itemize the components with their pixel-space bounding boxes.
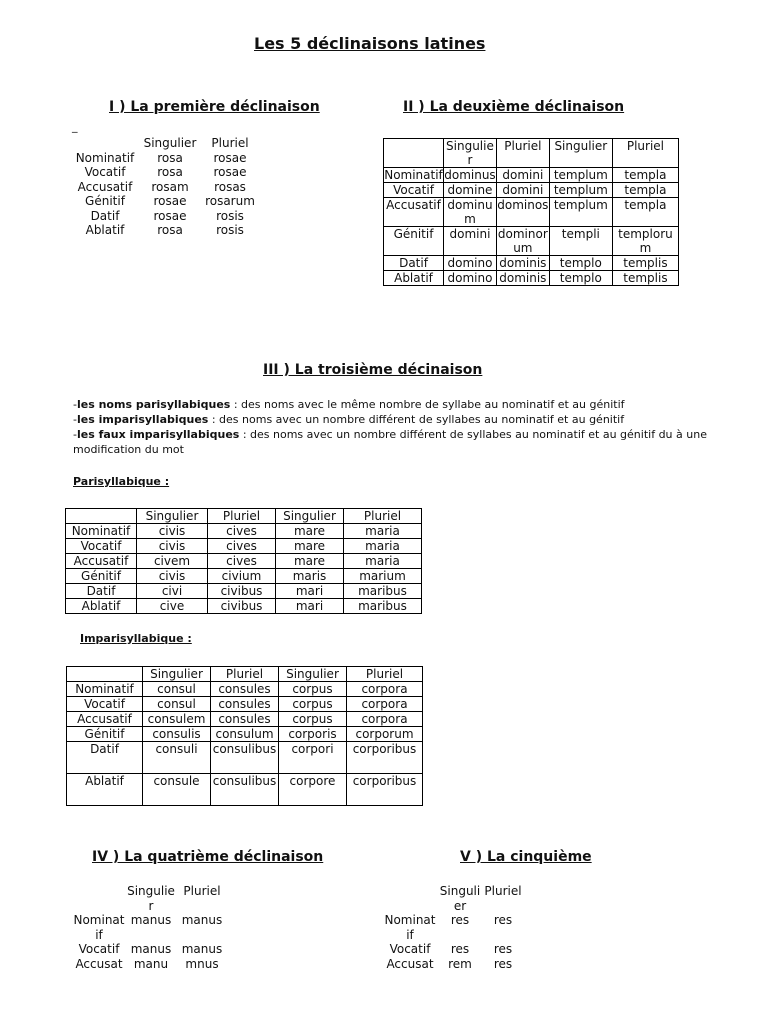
table-cell: Vocatif bbox=[78, 942, 120, 956]
table-cell: corpora bbox=[347, 682, 423, 697]
table-cell: dominum bbox=[444, 198, 497, 227]
table-cell: Ablatif bbox=[67, 774, 143, 806]
table-cell: consulis bbox=[143, 727, 211, 742]
table-row bbox=[67, 727, 423, 742]
table-cell: corporis bbox=[279, 727, 347, 742]
table-cell: domini bbox=[444, 227, 497, 256]
table-cell: Ablatif bbox=[85, 223, 125, 237]
table-cell: consul bbox=[143, 697, 211, 712]
table-row bbox=[66, 599, 422, 614]
imparisyllabique-label: Imparisyllabique : bbox=[80, 632, 192, 645]
table-second-declension bbox=[383, 138, 679, 286]
table-cell: marium bbox=[344, 569, 422, 584]
table-row bbox=[66, 524, 422, 539]
table-cell: mnus bbox=[185, 956, 219, 971]
table-row bbox=[66, 554, 422, 569]
table-cell: templum bbox=[549, 183, 612, 198]
header-cell: Pluriel bbox=[484, 884, 522, 898]
table-row bbox=[383, 913, 523, 942]
table-header-row bbox=[384, 139, 679, 168]
table-cell: Génitif bbox=[66, 569, 137, 584]
table-cell: res bbox=[450, 942, 470, 956]
section-1-marker: _ bbox=[72, 120, 78, 133]
table-cell: civis bbox=[137, 539, 208, 554]
table-cell: corpus bbox=[279, 697, 347, 712]
table-cell: rosae bbox=[153, 208, 187, 223]
table-cell: corporibus bbox=[347, 774, 423, 806]
table-cell: manu bbox=[133, 956, 169, 971]
intro-line bbox=[73, 427, 713, 457]
table-cell: Accusatif bbox=[66, 554, 137, 569]
table-row bbox=[66, 569, 422, 584]
section-4-title: IV ) La quatrième déclinaison bbox=[92, 849, 324, 865]
table-row bbox=[72, 942, 228, 957]
table-row bbox=[67, 682, 423, 697]
table-row bbox=[384, 183, 679, 198]
table-cell: civi bbox=[137, 584, 208, 599]
table-cell: rosae bbox=[213, 150, 247, 165]
table-cell: Datif bbox=[90, 208, 120, 223]
table-cell: rosae bbox=[153, 194, 187, 208]
table-cell: dominis bbox=[496, 271, 549, 286]
term-bold: les imparisyllabiques bbox=[76, 413, 209, 426]
header-cell: Singulier bbox=[439, 884, 481, 913]
table-cell: Vocatif bbox=[66, 539, 137, 554]
section-5-title: V ) La cinquième bbox=[460, 849, 592, 865]
table-cell: corpus bbox=[279, 682, 347, 697]
table-first-declension bbox=[70, 136, 260, 238]
table-cell: Accusatif bbox=[77, 179, 133, 194]
table-row bbox=[67, 712, 423, 727]
table-cell: maria bbox=[344, 554, 422, 569]
table-cell: templa bbox=[612, 198, 678, 227]
table-cell: corpora bbox=[347, 697, 423, 712]
table-cell: consuli bbox=[143, 742, 211, 774]
table-row bbox=[70, 194, 260, 209]
table-cell: Datif bbox=[67, 742, 143, 774]
table-cell: corporibus bbox=[347, 742, 423, 774]
table-row bbox=[70, 165, 260, 180]
table-row bbox=[384, 198, 679, 227]
header-cell bbox=[384, 139, 444, 168]
table-cell: consul bbox=[143, 682, 211, 697]
table-cell: manus bbox=[130, 913, 172, 927]
table-row bbox=[72, 957, 228, 972]
table-cell: domini bbox=[496, 183, 549, 198]
table-cell: cives bbox=[208, 524, 276, 539]
table-cell: mare bbox=[276, 554, 344, 569]
table-cell: maria bbox=[344, 524, 422, 539]
table-row bbox=[67, 697, 423, 712]
table-cell: civem bbox=[137, 554, 208, 569]
term-bold: les noms parisyllabiques bbox=[76, 398, 231, 411]
table-row bbox=[384, 256, 679, 271]
table-cell: Nominatif bbox=[75, 150, 135, 165]
table-cell: templis bbox=[612, 256, 678, 271]
dash: - bbox=[73, 398, 77, 411]
document-title: Les 5 déclinaisons latines bbox=[254, 34, 486, 53]
header-cell: Singulier bbox=[444, 139, 497, 168]
table-cell: corpus bbox=[279, 712, 347, 727]
table-cell: Accusat bbox=[386, 956, 434, 971]
header-cell: Pluriel bbox=[347, 667, 423, 682]
header-cell: Singulier bbox=[137, 509, 208, 524]
table-cell: consulibus bbox=[211, 742, 279, 774]
table-cell: templum bbox=[549, 168, 612, 183]
header-cell: Pluriel bbox=[344, 509, 422, 524]
header-cell bbox=[70, 136, 140, 151]
table-row bbox=[384, 168, 679, 183]
table-cell: Nominatif bbox=[384, 168, 443, 182]
table-row bbox=[70, 223, 260, 238]
table-cell: consules bbox=[211, 697, 279, 712]
table-cell: domine bbox=[444, 183, 497, 198]
table-cell: rosa bbox=[157, 150, 183, 165]
table-cell: Datif bbox=[66, 584, 137, 599]
dash: - bbox=[73, 413, 77, 426]
table-cell: Génitif bbox=[85, 194, 125, 208]
table-cell: consule bbox=[143, 774, 211, 806]
intro-line bbox=[73, 412, 713, 427]
term-definition: : des noms avec un nombre différent de syllabes au nominatif et au génitif bbox=[208, 413, 625, 426]
table-cell: manus bbox=[181, 942, 223, 956]
table-cell: templi bbox=[549, 227, 612, 256]
table-cell: templo bbox=[549, 256, 612, 271]
section-3-intro bbox=[73, 397, 713, 457]
table-cell: domini bbox=[496, 168, 549, 183]
table-cell: Vocatif bbox=[84, 165, 126, 179]
table-header-row bbox=[72, 884, 228, 913]
table-cell: corporum bbox=[347, 727, 423, 742]
header-cell: Singulier bbox=[127, 884, 175, 913]
table-row bbox=[66, 584, 422, 599]
header-cell: Singulier bbox=[276, 509, 344, 524]
table-cell: Accusatif bbox=[384, 198, 444, 227]
table-cell: domino bbox=[444, 256, 497, 271]
table-cell: rosis bbox=[216, 208, 244, 223]
table-cell: res bbox=[493, 956, 513, 971]
table-cell: dominorum bbox=[497, 227, 548, 255]
table-cell: rosis bbox=[216, 223, 244, 237]
table-cell: rosa bbox=[157, 165, 183, 179]
table-cell: mari bbox=[276, 584, 344, 599]
table-row bbox=[383, 957, 523, 972]
table-cell: Nominatif bbox=[73, 913, 125, 942]
table-row bbox=[70, 209, 260, 224]
table-row bbox=[67, 742, 423, 774]
table-cell: Génitif bbox=[384, 227, 444, 256]
dash: - bbox=[73, 428, 77, 441]
table-cell: Génitif bbox=[67, 727, 143, 742]
table-row bbox=[66, 539, 422, 554]
table-cell: cive bbox=[137, 599, 208, 614]
table-cell: corpora bbox=[347, 712, 423, 727]
table-cell: Ablatif bbox=[66, 599, 137, 614]
table-cell: templis bbox=[612, 271, 678, 286]
parisyllabique-label: Parisyllabique : bbox=[73, 475, 170, 488]
table-cell: civis bbox=[137, 524, 208, 539]
header-cell: Pluriel bbox=[612, 139, 678, 168]
table-cell: mare bbox=[276, 539, 344, 554]
table-cell: rem bbox=[448, 956, 472, 971]
table-imparisyllabique bbox=[66, 666, 423, 806]
section-3-title: III ) La troisième décinaison bbox=[263, 362, 483, 378]
header-cell bbox=[67, 667, 143, 682]
header-cell: Pluriel bbox=[183, 884, 221, 898]
header-cell: Singulier bbox=[549, 139, 612, 168]
table-cell: mari bbox=[276, 599, 344, 614]
header-cell: Pluriel bbox=[496, 139, 549, 168]
term-bold: les faux imparisyllabiques bbox=[76, 428, 240, 441]
table-cell: manus bbox=[130, 942, 172, 956]
table-cell: manus bbox=[181, 913, 223, 927]
table-cell: consules bbox=[211, 682, 279, 697]
table-row bbox=[383, 942, 523, 957]
table-cell: rosas bbox=[214, 179, 246, 194]
table-cell: Accusat bbox=[75, 956, 123, 971]
table-header-row bbox=[66, 509, 422, 524]
table-cell: Nominatif bbox=[66, 524, 137, 539]
table-cell: maris bbox=[276, 569, 344, 584]
table-cell: cives bbox=[208, 539, 276, 554]
header-cell: Singulier bbox=[279, 667, 347, 682]
table-cell: rosae bbox=[213, 165, 247, 179]
section-2-title: II ) La deuxième déclinaison bbox=[403, 99, 625, 115]
table-cell: Nominatif bbox=[384, 913, 436, 942]
table-cell: res bbox=[493, 913, 513, 927]
table-cell: cives bbox=[208, 554, 276, 569]
table-cell: corpore bbox=[279, 774, 347, 806]
table-cell: dominos bbox=[496, 198, 549, 227]
table-cell: Vocatif bbox=[67, 697, 143, 712]
table-cell: Nominatif bbox=[67, 682, 143, 697]
table-cell: Ablatif bbox=[384, 271, 444, 286]
table-cell: Datif bbox=[384, 256, 444, 271]
table-cell: templa bbox=[612, 168, 678, 183]
table-header-row bbox=[383, 884, 523, 913]
table-cell: Vocatif bbox=[389, 942, 431, 956]
table-fourth-declension bbox=[72, 884, 228, 971]
table-cell: templorum bbox=[612, 227, 678, 256]
header-cell: Singulier bbox=[143, 667, 211, 682]
table-row bbox=[72, 913, 228, 942]
intro-line bbox=[73, 397, 713, 412]
header-cell: Pluriel bbox=[211, 136, 249, 150]
table-cell: maribus bbox=[344, 584, 422, 599]
table-cell: Accusatif bbox=[67, 712, 143, 727]
table-cell: civis bbox=[137, 569, 208, 584]
header-cell bbox=[66, 509, 137, 524]
table-row bbox=[384, 271, 679, 286]
table-cell: templo bbox=[549, 271, 612, 286]
table-cell: dominus bbox=[444, 168, 496, 182]
table-cell: maribus bbox=[344, 599, 422, 614]
table-cell: corpori bbox=[279, 742, 347, 774]
table-cell: rosam bbox=[151, 179, 189, 194]
table-header-row bbox=[67, 667, 423, 682]
table-cell: civium bbox=[208, 569, 276, 584]
table-cell: templum bbox=[549, 198, 612, 227]
table-cell: civibus bbox=[208, 584, 276, 599]
table-cell: consulum bbox=[211, 727, 279, 742]
header-cell: Singulier bbox=[143, 136, 197, 150]
table-row bbox=[67, 774, 423, 806]
table-cell: res bbox=[450, 913, 470, 927]
table-cell: dominis bbox=[496, 256, 549, 271]
table-cell: consules bbox=[211, 712, 279, 727]
term-definition: : des noms avec le même nombre de syllabe au nominatif et au génitif bbox=[230, 398, 625, 411]
term-definition: : des noms avec un nombre différent de syllabes au nominatif et au génitif du à une modification du mot bbox=[73, 428, 707, 456]
table-cell: domino bbox=[444, 271, 497, 286]
table-header-row bbox=[70, 136, 260, 151]
section-1-title: I ) La première déclinaison bbox=[109, 99, 320, 115]
table-row bbox=[70, 151, 260, 166]
table-row bbox=[70, 180, 260, 195]
table-parisyllabique bbox=[65, 508, 422, 614]
table-cell: rosa bbox=[157, 223, 183, 237]
table-cell: consulem bbox=[143, 712, 211, 727]
table-cell: rosarum bbox=[205, 194, 255, 208]
header-cell: Pluriel bbox=[211, 667, 279, 682]
header-cell: Pluriel bbox=[208, 509, 276, 524]
table-cell: civibus bbox=[208, 599, 276, 614]
header-cell bbox=[72, 884, 126, 913]
table-fifth-declension bbox=[383, 884, 523, 971]
table-cell: templa bbox=[612, 183, 678, 198]
table-cell: consulibus bbox=[211, 774, 279, 806]
table-cell: res bbox=[493, 942, 513, 956]
table-cell: mare bbox=[276, 524, 344, 539]
table-row bbox=[384, 227, 679, 256]
header-cell bbox=[383, 884, 437, 913]
table-cell: maria bbox=[344, 539, 422, 554]
table-cell: Vocatif bbox=[384, 183, 444, 198]
